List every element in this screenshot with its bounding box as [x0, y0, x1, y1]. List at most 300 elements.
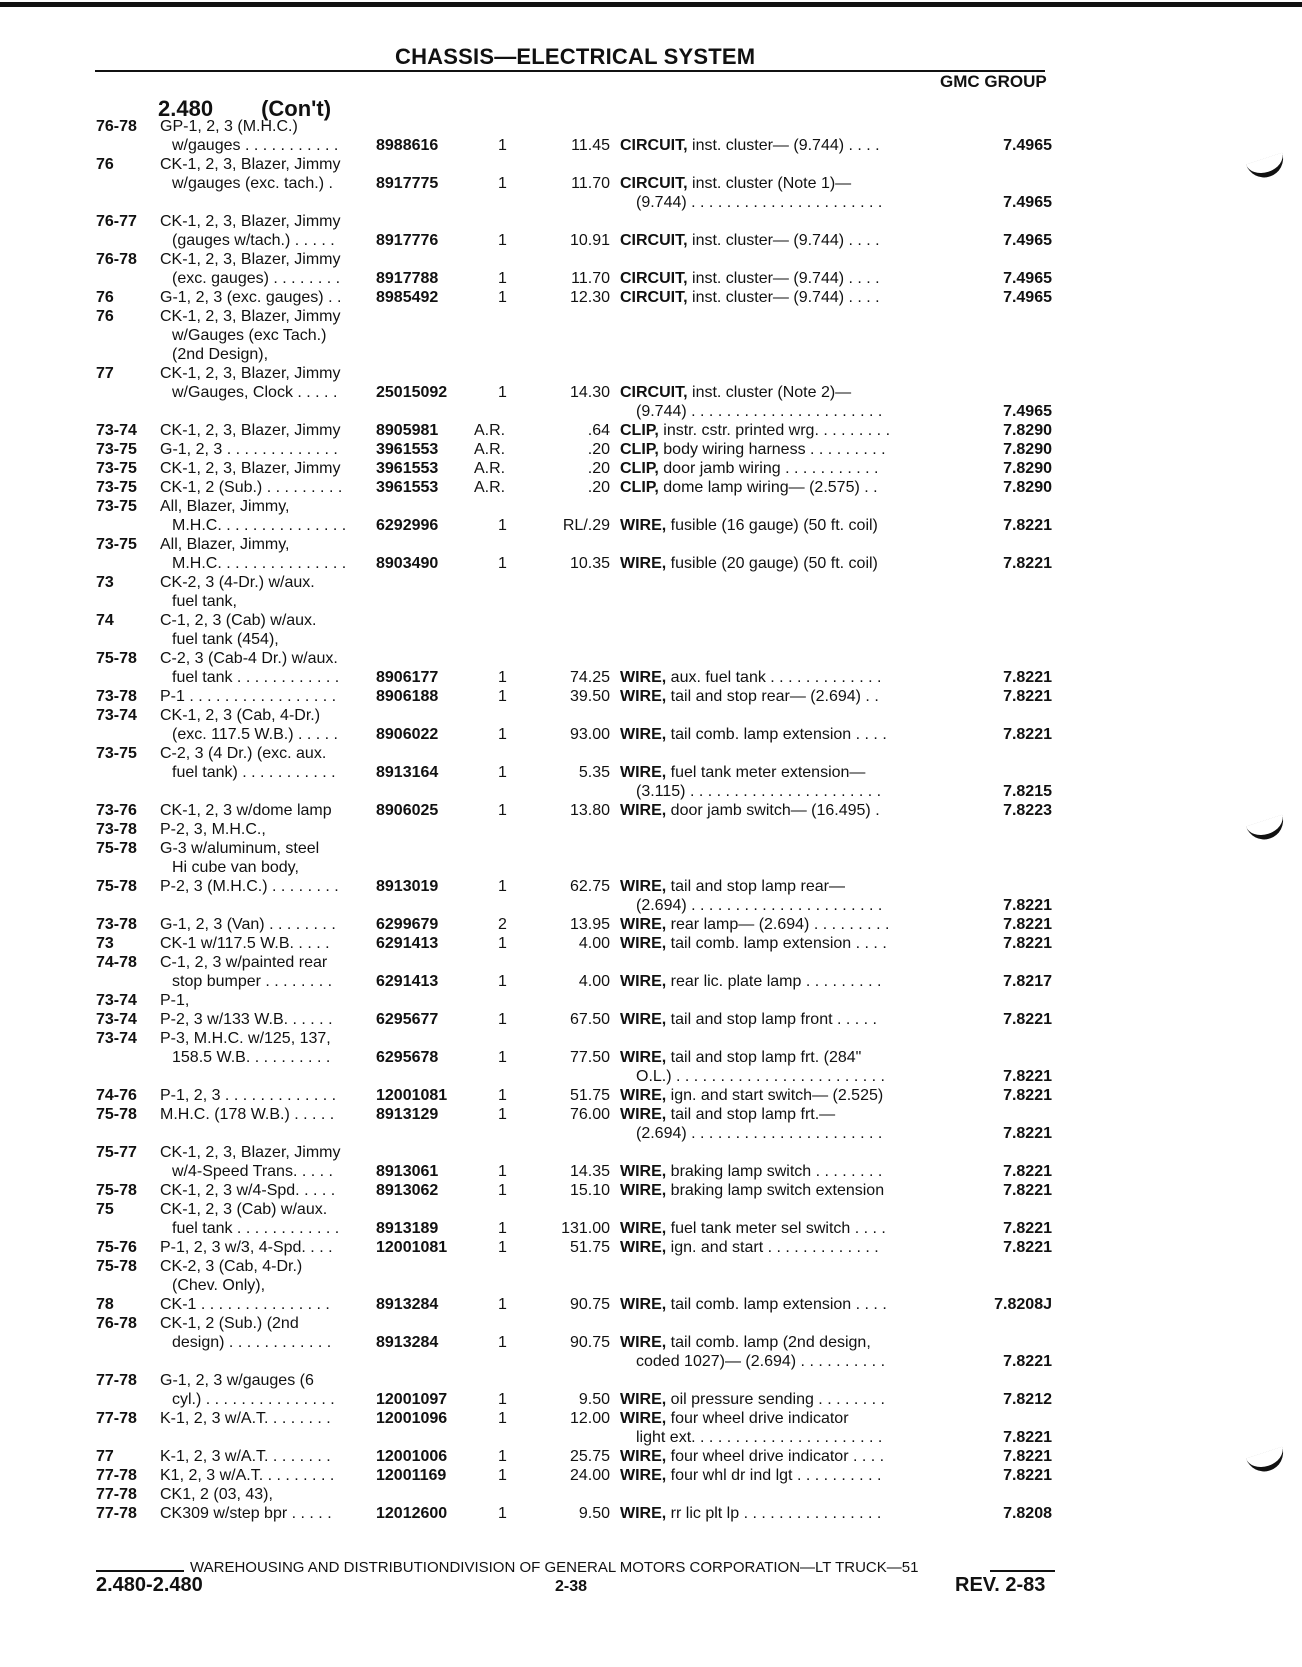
price: 14.30 — [569, 384, 610, 401]
quantity: A.R. — [474, 479, 506, 496]
description-noun: CIRCUIT, — [620, 232, 688, 249]
application: CK-1, 2, 3, Blazer, Jimmy — [160, 213, 341, 230]
description-noun: WIRE, — [620, 1163, 667, 1180]
description — [620, 725, 942, 744]
application: P-1 . . . . . . . . . . . . . . . . . — [160, 688, 337, 705]
price: 10.35 — [569, 555, 610, 572]
price: 11.45 — [571, 137, 610, 154]
quantity: 1 — [498, 935, 507, 952]
part-number: 8913062 — [376, 1182, 439, 1199]
part-number: 12001081 — [376, 1087, 448, 1104]
model-years: 75-78 — [96, 1182, 137, 1199]
group-number: 7.8221 — [1003, 1467, 1052, 1484]
description-noun: WIRE, — [620, 1505, 667, 1522]
application: P-3, M.H.C. w/125, 137, — [160, 1030, 331, 1047]
model-years: 77-78 — [96, 1372, 137, 1389]
application: CK-1, 2, 3, Blazer, Jimmy — [160, 156, 341, 173]
group-number: 7.8290 — [1003, 460, 1052, 477]
description-noun: WIRE, — [620, 764, 667, 781]
application: G-1, 2, 3 w/gauges (6 — [160, 1372, 314, 1389]
quantity: 1 — [498, 289, 507, 306]
description — [620, 459, 942, 478]
table-row — [0, 744, 1302, 763]
table-row — [0, 763, 1302, 782]
description-text: (2.694) . . . . . . . . . . . . . . . . . . . . . . — [636, 1125, 883, 1142]
group-number: 7.4965 — [1003, 289, 1052, 306]
application: P-1, 2, 3 . . . . . . . . . . . . . — [160, 1087, 337, 1104]
model-years: 73-75 — [96, 441, 137, 458]
price: 9.50 — [578, 1505, 610, 1522]
description — [620, 1162, 942, 1181]
part-number: 6291413 — [376, 973, 439, 990]
part-number: 8906025 — [376, 802, 439, 819]
description-text: tail and stop lamp front . . . . . — [666, 1011, 877, 1028]
table-row — [0, 1466, 1302, 1485]
description-noun: WIRE, — [620, 1467, 667, 1484]
table-row — [0, 136, 1302, 155]
group-number: 7.8221 — [1003, 555, 1052, 572]
description — [620, 1390, 942, 1409]
application: w/Gauges (exc Tach.) — [172, 327, 327, 344]
description — [636, 896, 958, 915]
table-row — [0, 1105, 1302, 1124]
application: C-2, 3 (Cab-4 Dr.) w/aux. — [160, 650, 338, 667]
description-text: four wheel drive indicator . . . . — [666, 1448, 885, 1465]
description — [636, 1124, 958, 1143]
description — [620, 554, 942, 573]
model-years: 74 — [96, 612, 114, 629]
application: CK-1, 2, 3, Blazer, Jimmy — [160, 1144, 341, 1161]
table-row — [0, 231, 1302, 250]
description-text: rear lic. plate lamp . . . . . . . . . — [666, 973, 882, 990]
description-noun: WIRE, — [620, 726, 667, 743]
description — [620, 1504, 942, 1523]
part-number: 6295678 — [376, 1049, 439, 1066]
description-text: (2.694) . . . . . . . . . . . . . . . . . . . . . . — [636, 897, 883, 914]
footer-page-number: 2-38 — [555, 1578, 588, 1595]
group-number: 7.8217 — [1003, 973, 1052, 990]
description-text: body wiring harness . . . . . . . . . — [658, 441, 886, 458]
quantity: 1 — [498, 1448, 507, 1465]
application: P-2, 3 (M.H.C.) . . . . . . . . — [160, 878, 339, 895]
table-row — [0, 155, 1302, 174]
quantity: 1 — [498, 175, 507, 192]
application: CK1, 2 (03, 43), — [160, 1486, 273, 1503]
table-row — [0, 1029, 1302, 1048]
part-number: 8913284 — [376, 1296, 439, 1313]
description-noun: CLIP, — [620, 460, 659, 477]
model-years: 77-78 — [96, 1505, 137, 1522]
price: 51.75 — [569, 1239, 610, 1256]
application: fuel tank (454), — [172, 631, 279, 648]
table-row — [0, 554, 1302, 573]
description — [620, 1219, 942, 1238]
table-row — [0, 269, 1302, 288]
description-noun: WIRE, — [620, 555, 667, 572]
part-number: 3961553 — [376, 460, 439, 477]
price: 4.00 — [578, 935, 610, 952]
part-number: 12001081 — [376, 1239, 448, 1256]
table-row — [0, 288, 1302, 307]
description-text: tail and stop lamp frt. (284" — [666, 1049, 862, 1066]
table-row — [0, 440, 1302, 459]
application: P-2, 3, M.H.C., — [160, 821, 266, 838]
application: CK-1, 2, 3 w/dome lamp — [160, 802, 332, 819]
group-number: 7.8221 — [1003, 1353, 1052, 1370]
price: .20 — [587, 479, 610, 496]
description-noun: CLIP, — [620, 479, 659, 496]
part-number: 8917788 — [376, 270, 439, 287]
price: .64 — [587, 422, 610, 439]
table-row — [0, 592, 1302, 611]
description-noun: CIRCUIT, — [620, 137, 688, 154]
table-row — [0, 573, 1302, 592]
group-number: 7.8221 — [1003, 1163, 1052, 1180]
application: K-1, 2, 3 w/A.T. . . . . . . . — [160, 1448, 331, 1465]
description-text: tail and stop lamp rear— — [666, 878, 845, 895]
table-row — [0, 1409, 1302, 1428]
description — [620, 1086, 942, 1105]
description-text: instr. cstr. printed wrg. . . . . . . . . — [658, 422, 891, 439]
price: 5.35 — [578, 764, 610, 781]
price: 51.75 — [569, 1087, 610, 1104]
price: 74.25 — [569, 669, 610, 686]
part-number: 8913129 — [376, 1106, 439, 1123]
description — [636, 1428, 958, 1447]
description-noun: CIRCUIT, — [620, 384, 688, 401]
group-number: 7.4965 — [1003, 403, 1052, 420]
application: K-1, 2, 3 w/A.T. . . . . . . . — [160, 1410, 331, 1427]
price: 24.00 — [569, 1467, 610, 1484]
model-years: 73-78 — [96, 821, 137, 838]
table-row — [0, 896, 1302, 915]
description — [620, 763, 942, 782]
description-text: tail comb. lamp (2nd design, — [666, 1334, 871, 1351]
application: (gauges w/tach.) . . . . . — [172, 232, 335, 249]
description-noun: CLIP, — [620, 441, 659, 458]
top-border-line — [0, 2, 1302, 7]
description — [636, 1352, 958, 1371]
application: (2nd Design), — [172, 346, 269, 363]
model-years: 73-75 — [96, 498, 137, 515]
description — [620, 174, 942, 193]
description-text: four wheel drive indicator — [666, 1410, 849, 1427]
price: 62.75 — [569, 878, 610, 895]
description-noun: WIRE, — [620, 1334, 667, 1351]
model-years: 73-75 — [96, 536, 137, 553]
description — [620, 1409, 942, 1428]
group-number: 7.8221 — [1003, 897, 1052, 914]
price: 12.00 — [569, 1410, 610, 1427]
application: fuel tank) . . . . . . . . . . . — [172, 764, 336, 781]
table-row — [0, 1086, 1302, 1105]
price: 11.70 — [571, 175, 610, 192]
model-years: 74-76 — [96, 1087, 137, 1104]
table-row — [0, 1257, 1302, 1276]
table-row — [0, 1238, 1302, 1257]
application: (exc. gauges) . . . . . . . . — [172, 270, 341, 287]
part-number: 8913019 — [376, 878, 439, 895]
group-number: 7.8221 — [1003, 1448, 1052, 1465]
quantity: 1 — [498, 878, 507, 895]
table-row — [0, 117, 1302, 136]
application: Hi cube van body, — [172, 859, 299, 876]
quantity: 1 — [498, 384, 507, 401]
application: All, Blazer, Jimmy, — [160, 498, 290, 515]
table-row — [0, 383, 1302, 402]
price: 13.95 — [569, 916, 610, 933]
quantity: 1 — [498, 1391, 507, 1408]
table-row — [0, 611, 1302, 630]
part-number: 8913284 — [376, 1334, 439, 1351]
description-text: aux. fuel tank . . . . . . . . . . . . . — [666, 669, 882, 686]
description — [620, 1447, 942, 1466]
section-number: 2.480 — [158, 96, 214, 121]
model-years: 75 — [96, 1201, 114, 1218]
application: CK-1, 2 (Sub.) . . . . . . . . . — [160, 479, 343, 496]
table-row — [0, 858, 1302, 877]
application: C-1, 2, 3 w/painted rear — [160, 954, 328, 971]
table-row — [0, 991, 1302, 1010]
group-number: 7.8290 — [1003, 441, 1052, 458]
section-cont: (Con't) — [261, 96, 332, 121]
table-row — [0, 1048, 1302, 1067]
price: 90.75 — [569, 1296, 610, 1313]
group-number: 7.8221 — [1003, 669, 1052, 686]
footer-revision: REV. 2-83 — [955, 1574, 1046, 1596]
table-row — [0, 1219, 1302, 1238]
table-row — [0, 630, 1302, 649]
description-noun: CIRCUIT, — [620, 175, 688, 192]
application: w/gauges . . . . . . . . . . . — [172, 137, 339, 154]
price: 39.50 — [569, 688, 610, 705]
table-row — [0, 345, 1302, 364]
price: 25.75 — [569, 1448, 610, 1465]
quantity: 1 — [498, 232, 507, 249]
model-years: 76 — [96, 156, 114, 173]
quantity: 1 — [498, 1239, 507, 1256]
quantity: 1 — [498, 802, 507, 819]
model-years: 76-78 — [96, 251, 137, 268]
group-number: 7.4965 — [1003, 232, 1052, 249]
description-text: O.L.) . . . . . . . . . . . . . . . . . . . . . . . . — [636, 1068, 885, 1085]
application: K1, 2, 3 w/A.T. . . . . . . . . — [160, 1467, 335, 1484]
description-noun: WIRE, — [620, 1296, 667, 1313]
part-number: 8913189 — [376, 1220, 439, 1237]
table-row — [0, 535, 1302, 554]
table-row — [0, 307, 1302, 326]
application: (Chev. Only), — [172, 1277, 266, 1294]
description — [620, 516, 942, 535]
application: P-1, 2, 3 w/3, 4-Spd. . . . — [160, 1239, 333, 1256]
group-number: 7.8208J — [994, 1296, 1052, 1313]
table-row — [0, 250, 1302, 269]
group-number: 7.8221 — [1003, 1220, 1052, 1237]
description — [620, 1048, 942, 1067]
group-number: 7.8221 — [1003, 1182, 1052, 1199]
description — [620, 269, 942, 288]
description-noun: WIRE, — [620, 1410, 667, 1427]
description — [620, 1181, 942, 1200]
group-number: 7.8215 — [1003, 783, 1052, 800]
group-number: 7.4965 — [1003, 270, 1052, 287]
description-text: oil pressure sending . . . . . . . . — [666, 1391, 885, 1408]
application: C-2, 3 (4 Dr.) (exc. aux. — [160, 745, 327, 762]
group-number: 7.8290 — [1003, 422, 1052, 439]
description-text: (9.744) . . . . . . . . . . . . . . . . . . . . . . — [636, 194, 883, 211]
table-row — [0, 687, 1302, 706]
description-text: door jamb wiring . . . . . . . . . . . — [658, 460, 879, 477]
description — [636, 782, 958, 801]
description — [620, 421, 942, 440]
table-row — [0, 1504, 1302, 1523]
quantity: A.R. — [474, 441, 506, 458]
group-number: 7.8221 — [1003, 1125, 1052, 1142]
description-text: braking lamp switch . . . . . . . . — [666, 1163, 883, 1180]
part-number: 3961553 — [376, 479, 439, 496]
table-row — [0, 706, 1302, 725]
table-row — [0, 174, 1302, 193]
description — [636, 402, 958, 421]
model-years: 76-78 — [96, 1315, 137, 1332]
description-text: fusible (20 gauge) (50 ft. coil) — [666, 555, 878, 572]
part-number: 6292996 — [376, 517, 439, 534]
group-number: 7.8221 — [1003, 1087, 1052, 1104]
page-title: CHASSIS—ELECTRICAL SYSTEM — [395, 44, 756, 69]
table-row — [0, 212, 1302, 231]
table-row — [0, 1428, 1302, 1447]
group-number: 7.8290 — [1003, 479, 1052, 496]
model-years: 73-74 — [96, 992, 137, 1009]
group-number: 7.8221 — [1003, 1011, 1052, 1028]
application: C-1, 2, 3 (Cab) w/aux. — [160, 612, 317, 629]
model-years: 77-78 — [96, 1467, 137, 1484]
description-noun: WIRE, — [620, 1220, 667, 1237]
description — [620, 1238, 942, 1257]
table-row — [0, 801, 1302, 820]
description-noun: WIRE, — [620, 1049, 667, 1066]
description-noun: WIRE, — [620, 669, 667, 686]
application: P-2, 3 w/133 W.B. . . . . . — [160, 1011, 333, 1028]
application: CK309 w/step bpr . . . . . — [160, 1505, 332, 1522]
quantity: 1 — [498, 764, 507, 781]
description-noun: WIRE, — [620, 1448, 667, 1465]
application: CK-1 w/117.5 W.B. . . . . — [160, 935, 330, 952]
model-years: 73 — [96, 574, 114, 591]
price: 13.80 — [569, 802, 610, 819]
model-years: 75-76 — [96, 1239, 137, 1256]
description-text: fuel tank meter sel switch . . . . — [666, 1220, 886, 1237]
description-noun: WIRE, — [620, 1239, 667, 1256]
quantity: 1 — [498, 1296, 507, 1313]
part-number: 8906022 — [376, 726, 439, 743]
quantity: 1 — [498, 517, 507, 534]
group-number: 7.8221 — [1003, 688, 1052, 705]
price: 10.91 — [569, 232, 610, 249]
table-row — [0, 1276, 1302, 1295]
application: CK-1, 2, 3 (Cab) w/aux. — [160, 1201, 328, 1218]
description-text: fuel tank meter extension— — [666, 764, 866, 781]
group-number: 7.8208 — [1003, 1505, 1052, 1522]
table-row — [0, 839, 1302, 858]
description — [620, 383, 942, 402]
quantity: 1 — [498, 1220, 507, 1237]
price: 131.00 — [561, 1220, 610, 1237]
price: 12.30 — [569, 289, 610, 306]
part-number: 8917776 — [376, 232, 439, 249]
description — [620, 231, 942, 250]
description-text: braking lamp switch extension — [666, 1182, 885, 1199]
description-text: door jamb switch— (16.495) . — [666, 802, 880, 819]
quantity: 1 — [498, 1011, 507, 1028]
price: 4.00 — [578, 973, 610, 990]
group-number: 7.8221 — [1003, 726, 1052, 743]
description-text: (9.744) . . . . . . . . . . . . . . . . . . . . . . — [636, 403, 883, 420]
part-number: 12001097 — [376, 1391, 448, 1408]
application: design) . . . . . . . . . . . . — [172, 1334, 332, 1351]
quantity: 1 — [498, 270, 507, 287]
application: CK-1, 2, 3 (Cab, 4-Dr.) — [160, 707, 321, 724]
quantity: 1 — [498, 973, 507, 990]
part-number: 12001096 — [376, 1410, 448, 1427]
application: CK-1, 2, 3 w/4-Spd. . . . . — [160, 1182, 336, 1199]
description-text: inst. cluster— (9.744) . . . . — [687, 289, 880, 306]
price: 77.50 — [569, 1049, 610, 1066]
model-years: 76-77 — [96, 213, 137, 230]
application: G-1, 2, 3 (Van) . . . . . . . . — [160, 916, 336, 933]
description-noun: WIRE, — [620, 1391, 667, 1408]
table-row — [0, 934, 1302, 953]
application: All, Blazer, Jimmy, — [160, 536, 290, 553]
model-years: 73-74 — [96, 422, 137, 439]
part-number: 8906177 — [376, 669, 439, 686]
part-number: 6295677 — [376, 1011, 439, 1028]
model-years: 77 — [96, 365, 114, 382]
table-row — [0, 725, 1302, 744]
footer-rule-left — [96, 1570, 184, 1572]
description — [620, 1466, 942, 1485]
application: GP-1, 2, 3 (M.H.C.) — [160, 118, 298, 135]
table-row — [0, 478, 1302, 497]
footer-rule-right — [990, 1570, 1055, 1572]
table-row — [0, 1390, 1302, 1409]
description-noun: WIRE, — [620, 517, 667, 534]
description — [620, 1010, 942, 1029]
application: cyl.) . . . . . . . . . . . . . . . — [172, 1391, 335, 1408]
application: G-3 w/aluminum, steel — [160, 840, 320, 857]
group-number: 7.8221 — [1003, 916, 1052, 933]
table-row — [0, 972, 1302, 991]
model-years: 77-78 — [96, 1486, 137, 1503]
description-text: tail and stop lamp frt.— — [666, 1106, 836, 1123]
model-years: 75-78 — [96, 878, 137, 895]
quantity: A.R. — [474, 460, 506, 477]
price: 9.50 — [578, 1391, 610, 1408]
table-row — [0, 782, 1302, 801]
table-row — [0, 1352, 1302, 1371]
quantity: 1 — [498, 669, 507, 686]
part-number: 8913164 — [376, 764, 439, 781]
description-text: dome lamp wiring— (2.575) . . — [658, 479, 878, 496]
model-years: 75-78 — [96, 840, 137, 857]
description-text: ign. and start switch— (2.525) — [666, 1087, 884, 1104]
description-text: fusible (16 gauge) (50 ft. coil) — [666, 517, 878, 534]
description-text: inst. cluster (Note 1)— — [687, 175, 852, 192]
application: CK-2, 3 (Cab, 4-Dr.) — [160, 1258, 303, 1275]
description — [620, 934, 942, 953]
description-text: coded 1027)— (2.694) . . . . . . . . . . — [636, 1353, 886, 1370]
description — [620, 1295, 942, 1314]
